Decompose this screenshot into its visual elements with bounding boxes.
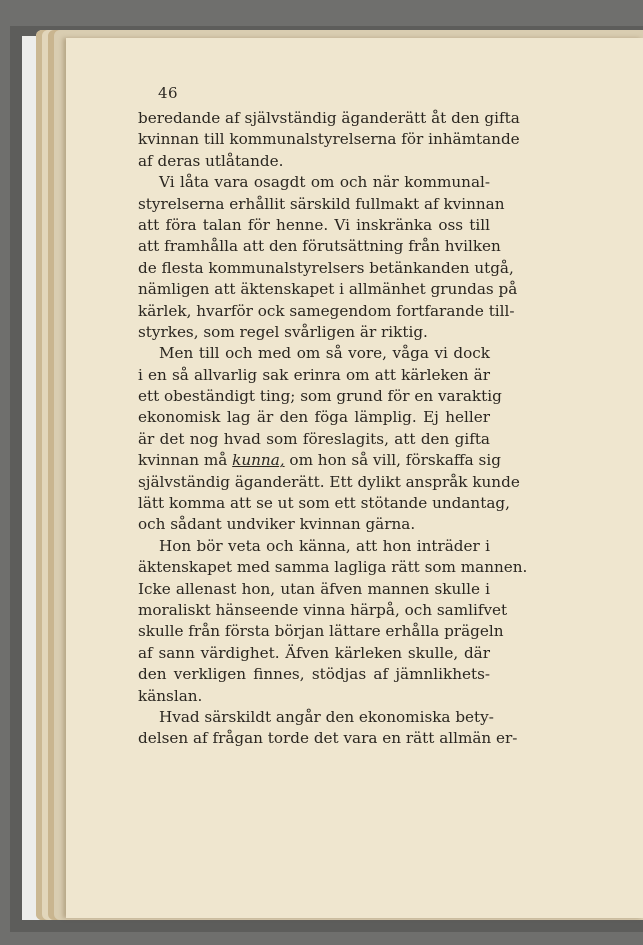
text-line: att framhålla att den förutsättning från hvilken: [138, 237, 501, 256]
text-line: Icke allenast hon, utan äfven mannen skulle i: [138, 579, 490, 598]
text-segment: kvinnan må: [138, 451, 233, 470]
page-body: [138, 108, 528, 750]
text-line: lätt komma att se ut som ett stötande undantag,: [138, 494, 510, 513]
text-line: kärlek, hvarför ock samegendom fortfarande till-: [138, 301, 515, 320]
text-segment: om hon så vill, förskaffa sig: [284, 451, 501, 470]
text-line: i en så allvarlig sak erinra om att kärleken är: [138, 365, 490, 384]
text-line: är det nog hvad som föreslagits, att den gifta: [138, 429, 490, 448]
text-line: beredande af självständig äganderätt åt den gifta: [138, 109, 520, 127]
emphasis-word: kunna,: [232, 451, 285, 470]
text-line: af sann värdighet. Äfven kärleken skulle, där: [138, 643, 490, 662]
text-line: den verkligen finnes, stödjas af jämnlikhets-: [138, 665, 490, 684]
text-line: [138, 450, 501, 471]
text-line: att föra talan för henne. Vi inskränka oss till: [138, 215, 490, 234]
text-line: styrkes, som regel svårligen är riktig.: [138, 322, 428, 341]
text-line: ett obeständigt ting; som grund för en varaktig: [138, 387, 502, 406]
text-line: moraliskt hänseende vinna härpå, och samlifvet: [138, 600, 508, 619]
text-line: styrelserna erhållit särskild fullmakt af kvinnan: [138, 194, 505, 213]
text-line: af deras utlåtande.: [138, 151, 284, 170]
text-line: Vi låta vara osagdt om och när kommunal-: [159, 173, 490, 192]
text-line: delsen af frågan torde det vara en rätt allmän er-: [138, 729, 518, 748]
text-line: äktenskapet med samma lagliga rätt som mannen.: [138, 558, 528, 577]
text-line: skulle från första början lättare erhålla prägeln: [138, 622, 504, 641]
text-line: Hon bör veta och känna, att hon inträder i: [159, 536, 490, 555]
text-line: kvinnan till kommunalstyrelserna för inhämtande: [138, 130, 520, 149]
text-line: och sådant undviker kvinnan gärna.: [138, 515, 416, 534]
text-line: känslan.: [138, 686, 203, 705]
text-line: de flesta kommunalstyrelsers betänkanden utgå,: [138, 258, 514, 277]
page-number: 46: [158, 84, 179, 102]
text-line: ekonomisk lag är den föga lämplig. Ej heller: [138, 408, 490, 427]
text-line: nämligen att äktenskapet i allmänhet grundas på: [138, 280, 518, 299]
text-line: självständig äganderätt. Ett dylikt anspråk kunde: [138, 472, 520, 491]
text-line: Men till och med om så vore, våga vi dock: [159, 344, 490, 363]
text-line: Hvad särskildt angår den ekonomiska bety-: [159, 707, 494, 726]
